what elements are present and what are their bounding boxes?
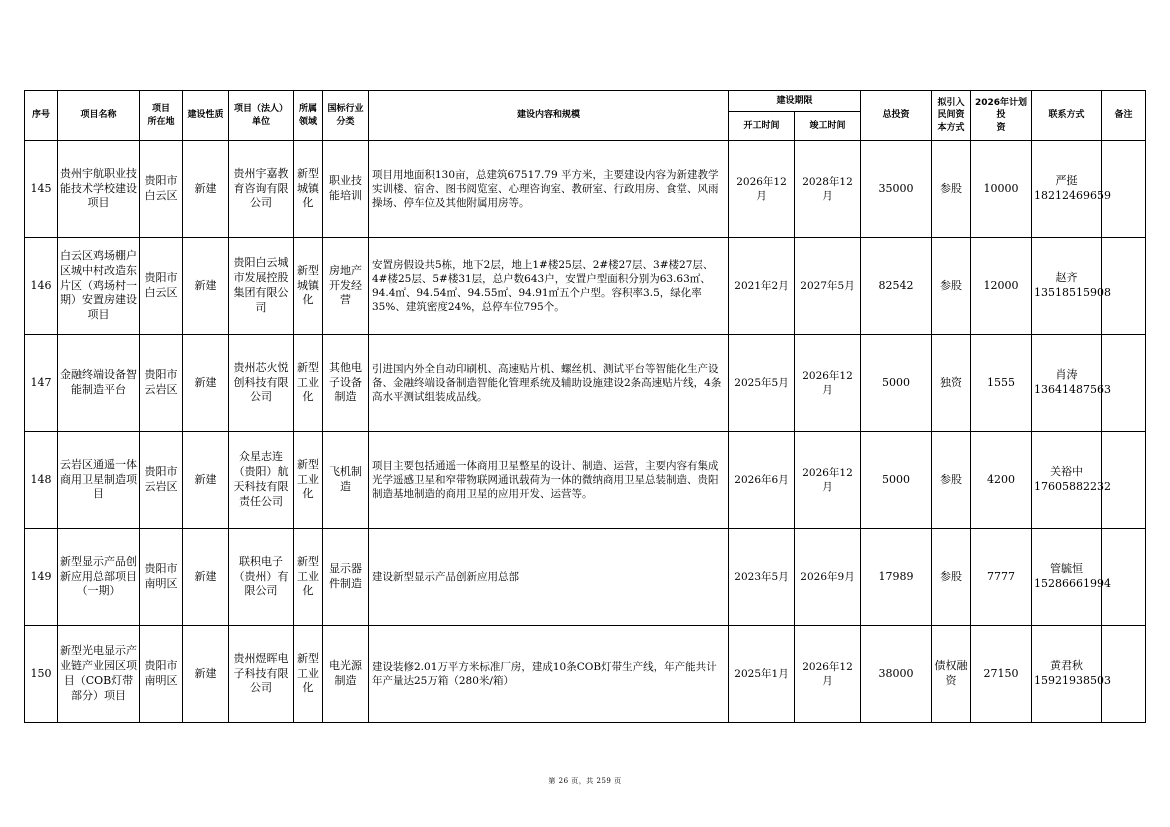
contact-name: 赵齐 — [1055, 271, 1078, 285]
cell-plan-investment: 10000 — [971, 141, 1032, 238]
header-start: 开工时间 — [729, 112, 795, 141]
table-row — [25, 335, 1146, 432]
cell-industry: 电光源 制造 — [323, 626, 369, 723]
cell-content: 引进国内外全自动印刷机、高速贴片机、螺丝机、测试平台等智能化生产设备、金融终端设备制造智能化管理系统及辅助设施建设2条高速贴片线，4条高水平测试组装成品线。 — [369, 335, 729, 432]
cell-end-time: 2027年5月 — [795, 238, 861, 335]
cell-field: 新型 工业 化 — [294, 529, 323, 626]
cell-total-investment: 38000 — [861, 626, 932, 723]
cell-industry: 职业技 能培训 — [323, 141, 369, 238]
cell-total-investment: 5000 — [861, 432, 932, 529]
table-row — [25, 141, 1146, 238]
cell-total-investment: 82542 — [861, 238, 932, 335]
cell-field: 新型 工业 化 — [294, 335, 323, 432]
cell-field: 新型 城镇 化 — [294, 238, 323, 335]
cell-seq: 150 — [25, 626, 58, 723]
cell-plan-investment: 27150 — [971, 626, 1032, 723]
cell-end-time: 2026年12月 — [795, 335, 861, 432]
cell-contact — [1032, 529, 1111, 626]
cell-start-time: 2021年2月 — [729, 238, 795, 335]
header-field: 所属 领域 — [294, 91, 323, 141]
cell-industry: 显示器 件制造 — [323, 529, 369, 626]
table-row — [25, 238, 1146, 335]
cell-owner: 贵州煜晖电子科技有限公司 — [229, 626, 294, 723]
cell-content: 安置房假设共5栋，地下2层，地上1#楼25层、2#楼27层、3#楼27层、4#楼25层、5#楼31层，总户数643户，安置户型面积分别为63.63㎡、94.4㎡、94.54㎡、94.55㎡、94.91㎡五个户型。容积率3.5，绿化率35%、建筑密度24%，总停车位795个。 — [369, 238, 729, 335]
contact-phone: 18212469659 — [1034, 189, 1111, 202]
cell-seq: 145 — [25, 141, 58, 238]
cell-private-capital: 参股 — [932, 529, 971, 626]
cell-seq: 148 — [25, 432, 58, 529]
cell-field: 新型 工业 化 — [294, 626, 323, 723]
cell-contact — [1032, 141, 1111, 238]
cell-private-capital: 参股 — [932, 141, 971, 238]
cell-nature: 新建 — [183, 335, 229, 432]
cell-start-time: 2026年12月 — [729, 141, 795, 238]
contact-name: 管毓恒 — [1050, 562, 1084, 576]
header-contact: 联系方式 — [1032, 91, 1102, 141]
contact-name: 肖涛 — [1055, 368, 1078, 382]
cell-start-time: 2023年5月 — [729, 529, 795, 626]
cell-plan-investment: 7777 — [971, 529, 1032, 626]
header-industry: 国标行业 分类 — [323, 91, 369, 141]
cell-total-investment: 17989 — [861, 529, 932, 626]
table-row — [25, 529, 1146, 626]
cell-location: 贵阳市 云岩区 — [140, 432, 183, 529]
cell-contact — [1032, 335, 1111, 432]
cell-nature: 新建 — [183, 238, 229, 335]
cell-field: 新型 城镇 化 — [294, 141, 323, 238]
cell-nature: 新建 — [183, 529, 229, 626]
cell-end-time: 2028年12月 — [795, 141, 861, 238]
cell-plan-investment: 4200 — [971, 432, 1032, 529]
cell-owner: 贵州芯火悦创科技有限公司 — [229, 335, 294, 432]
cell-seq: 149 — [25, 529, 58, 626]
cell-industry: 飞机制 造 — [323, 432, 369, 529]
cell-project-name: 云岩区通遥一体商用卫星制造项目 — [58, 432, 140, 529]
cell-contact — [1032, 238, 1111, 335]
header-private: 拟引入 民间资 本方式 — [932, 91, 971, 141]
header-end: 竣工时间 — [795, 112, 861, 141]
cell-contact — [1032, 626, 1111, 723]
cell-owner: 联积电子（贵州）有限公司 — [229, 529, 294, 626]
cell-seq: 146 — [25, 238, 58, 335]
cell-private-capital: 独资 — [932, 335, 971, 432]
cell-content: 项目用地面积130亩，总建筑67517.79 平方米，主要建设内容为新建教学实训楼、宿舍、图书阅览室、心理咨询室、教研室、行政用房、食堂、风雨操场、停车位及其他附属用房等。 — [369, 141, 729, 238]
project-table — [24, 90, 1146, 723]
table-row — [25, 626, 1146, 723]
cell-end-time: 2026年9月 — [795, 529, 861, 626]
header-owner: 项目（法人） 单位 — [229, 91, 294, 141]
cell-location: 贵阳市 白云区 — [140, 141, 183, 238]
cell-seq: 147 — [25, 335, 58, 432]
header-row — [25, 91, 1146, 112]
cell-project-name: 贵州宇航职业技能技术学校建设项目 — [58, 141, 140, 238]
header-period: 建设期限 — [729, 91, 861, 112]
header-name: 项目名称 — [58, 91, 140, 141]
contact-phone: 17605882232 — [1034, 480, 1111, 493]
cell-start-time: 2025年1月 — [729, 626, 795, 723]
contact-name: 关裕中 — [1050, 465, 1084, 479]
cell-start-time: 2025年5月 — [729, 335, 795, 432]
cell-location: 贵阳市 南明区 — [140, 626, 183, 723]
cell-end-time: 2026年12月 — [795, 626, 861, 723]
cell-location: 贵阳市 白云区 — [140, 238, 183, 335]
cell-private-capital: 参股 — [932, 432, 971, 529]
cell-nature: 新建 — [183, 626, 229, 723]
header-invest: 总投资 — [861, 91, 932, 141]
cell-project-name: 金融终端设备智能制造平台 — [58, 335, 140, 432]
header-seq: 序号 — [25, 91, 58, 141]
cell-industry: 其他电 子设备 制造 — [323, 335, 369, 432]
cell-owner: 众星志连（贵阳）航天科技有限责任公司 — [229, 432, 294, 529]
header-remark: 备注 — [1102, 91, 1146, 141]
contact-phone: 15286661994 — [1034, 577, 1111, 590]
cell-private-capital: 债权融 资 — [932, 626, 971, 723]
cell-industry: 房地产 开发经 营 — [323, 238, 369, 335]
cell-project-name: 白云区鸡场棚户区城中村改造东片区（鸡场村一期）安置房建设项目 — [58, 238, 140, 335]
cell-total-investment: 35000 — [861, 141, 932, 238]
cell-project-name: 新型显示产品创新应用总部项目（一期） — [58, 529, 140, 626]
cell-contact — [1032, 432, 1111, 529]
header-content: 建设内容和规模 — [369, 91, 729, 141]
cell-private-capital: 参股 — [932, 238, 971, 335]
contact-phone: 13518515908 — [1034, 286, 1111, 299]
cell-content: 建设新型显示产品创新应用总部 — [369, 529, 729, 626]
cell-nature: 新建 — [183, 432, 229, 529]
cell-nature: 新建 — [183, 141, 229, 238]
cell-location: 贵阳市 南明区 — [140, 529, 183, 626]
cell-start-time: 2026年6月 — [729, 432, 795, 529]
contact-name: 严挺 — [1055, 174, 1078, 188]
contact-phone: 13641487563 — [1034, 383, 1111, 396]
page-footer: 第 26 页，共 259 页 — [548, 777, 622, 785]
contact-phone: 15921938503 — [1034, 674, 1111, 687]
table-body — [25, 141, 1146, 723]
header-plan: 2026年计划投 资 — [971, 91, 1032, 141]
contact-name: 黄君秋 — [1050, 659, 1084, 673]
header-nature: 建设性质 — [183, 91, 229, 141]
cell-owner: 贵州宇嘉教育咨询有限公司 — [229, 141, 294, 238]
cell-plan-investment: 12000 — [971, 238, 1032, 335]
cell-location: 贵阳市 云岩区 — [140, 335, 183, 432]
cell-end-time: 2026年12月 — [795, 432, 861, 529]
cell-field: 新型 工业 化 — [294, 432, 323, 529]
header-location: 项目 所在地 — [140, 91, 183, 141]
cell-project-name: 新型光电显示产业链产业园区项目（COB灯带部分）项目 — [58, 626, 140, 723]
cell-content: 项目主要包括通遥一体商用卫星整星的设计、制造、运营，主要内容有集成光学遥感卫星和窄带物联网通讯载荷为一体的微纳商用卫星总装制造、贵阳制造基地制造的商用卫星的应用开发、运营等。 — [369, 432, 729, 529]
cell-total-investment: 5000 — [861, 335, 932, 432]
table-row — [25, 432, 1146, 529]
cell-content: 建设装修2.01万平方米标准厂房，建成10条COB灯带生产线，年产能共计年产量达25万箱（280米/箱） — [369, 626, 729, 723]
cell-owner: 贵阳白云城市发展控股集团有限公司 — [229, 238, 294, 335]
cell-plan-investment: 1555 — [971, 335, 1032, 432]
